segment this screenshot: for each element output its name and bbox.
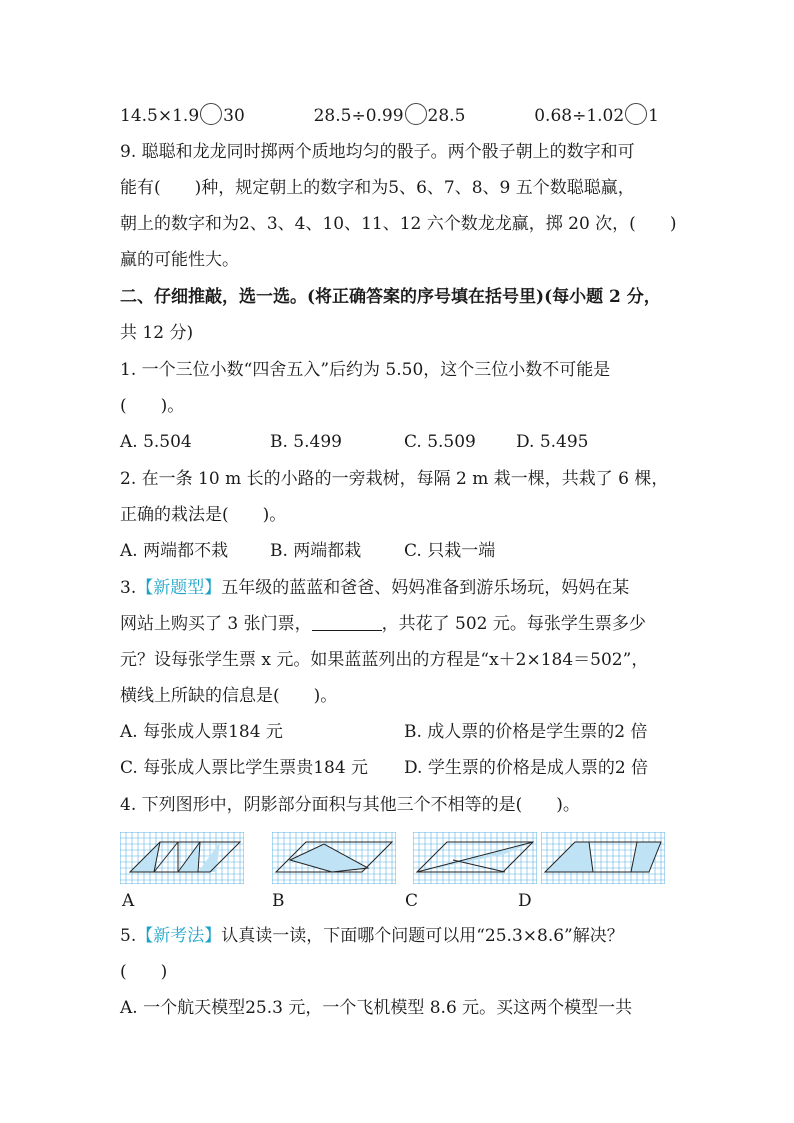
figure-d-label: D (518, 891, 532, 911)
q3-line-2-a: 网站上购买了 3 张门票， (120, 614, 312, 634)
q2-line-1: 2. 在一条 10 m 长的小路的一旁栽树，每隔 2 m 栽一棵，共栽了 6 棵， (120, 469, 669, 489)
figure-d[interactable] (541, 832, 665, 884)
q9-line-3: 朝上的数字和为2、3、4、10、11、12 六个数龙龙赢，掷 20 次，( ) (120, 214, 677, 234)
q3-tag: 【新题型】 (136, 578, 222, 598)
compare-row (120, 103, 659, 128)
q1-option-b[interactable]: B. 5.499 (270, 432, 342, 452)
compare-expr-2: 28.5÷0.99 (313, 106, 404, 126)
figure-c-label: C (405, 891, 419, 911)
compare-circle-1[interactable] (200, 103, 222, 125)
compare-val-3: 1 (648, 106, 659, 126)
grid-background (120, 832, 244, 884)
figure-a-grid (120, 832, 244, 884)
q5-line-1-text: 认真读一读，下面哪个问题可以用“25.3×8.6”解决？ (221, 926, 624, 946)
q2-option-a[interactable]: A. 两端都不栽 (120, 541, 229, 561)
q3-option-c[interactable]: C. 每张成人票比学生票贵184 元 (120, 758, 369, 778)
q5-line-2: ( ) (120, 962, 168, 982)
q1-line-1: 1. 一个三位小数“四舍五入”后约为 5.50，这个三位小数不可能是 (120, 360, 611, 380)
figure-b[interactable] (272, 832, 396, 884)
q1-option-d[interactable]: D. 5.495 (516, 432, 589, 452)
q3-blank[interactable] (312, 612, 382, 631)
figure-a[interactable] (120, 832, 244, 884)
q3-line-2-b: ，共花了 502 元。每张学生票多少 (381, 614, 646, 634)
figure-b-label: B (272, 891, 285, 911)
q9-line-4: 赢的可能性大。 (120, 250, 239, 270)
q4-line-1: 4. 下列图形中，阴影部分面积与其他三个不相等的是( )。 (120, 795, 580, 815)
q2-line-2: 正确的栽法是( )。 (120, 505, 287, 525)
compare-val-2: 28.5 (427, 106, 466, 126)
q1-line-2: ( )。 (120, 396, 185, 416)
figure-a-label: A (122, 891, 135, 911)
q3-option-d[interactable]: D. 学生票的价格是成人票的2 倍 (404, 758, 649, 778)
compare-expr-3: 0.68÷1.02 (534, 106, 625, 126)
section-2-heading-cont: 共 12 分) (120, 323, 194, 343)
q9-line-1: 9. 聪聪和龙龙同时掷两个质地均匀的骰子。两个骰子朝上的数字和可 (120, 142, 635, 162)
q9-line-2: 能有( )种，规定朝上的数字和为5、6、7、8、9 五个数聪聪赢， (120, 178, 635, 198)
q2-option-c[interactable]: C. 只栽一端 (404, 541, 496, 561)
q3-line-3: 元？设每张学生票 x 元。如果蓝蓝列出的方程是“x＋2×184＝502”， (120, 650, 649, 670)
q5-number: 5. (120, 926, 137, 946)
q5-option-a[interactable]: A. 一个航天模型25.3 元，一个飞机模型 8.6 元。买这两个模型一共 (120, 998, 633, 1018)
q1-option-a[interactable]: A. 5.504 (120, 432, 192, 452)
q3-option-a[interactable]: A. 每张成人票184 元 (120, 722, 283, 742)
figure-c[interactable] (413, 832, 537, 884)
compare-val-1: 30 (223, 106, 245, 126)
q5-line-1 (120, 924, 624, 948)
q3-number: 3. (120, 578, 137, 598)
q3-line-2 (120, 612, 646, 636)
q3-line-1 (120, 576, 629, 600)
q2-option-b[interactable]: B. 两端都栽 (270, 541, 362, 561)
section-2-heading: 二、仔细推敲，选一选。(将正确答案的序号填在括号里)(每小题 2 分， (120, 287, 661, 307)
q3-option-b[interactable]: B. 成人票的价格是学生票的2 倍 (404, 722, 648, 742)
q5-tag: 【新考法】 (136, 926, 222, 946)
q3-line-4: 横线上所缺的信息是( )。 (120, 686, 338, 706)
compare-expr-1: 14.5×1.9 (120, 106, 200, 126)
q3-line-1-text: 五年级的蓝蓝和爸爸、妈妈准备到游乐场玩，妈妈在某 (221, 578, 630, 598)
compare-circle-3[interactable] (625, 103, 647, 125)
q1-option-c[interactable]: C. 5.509 (404, 432, 476, 452)
compare-circle-2[interactable] (405, 103, 427, 125)
